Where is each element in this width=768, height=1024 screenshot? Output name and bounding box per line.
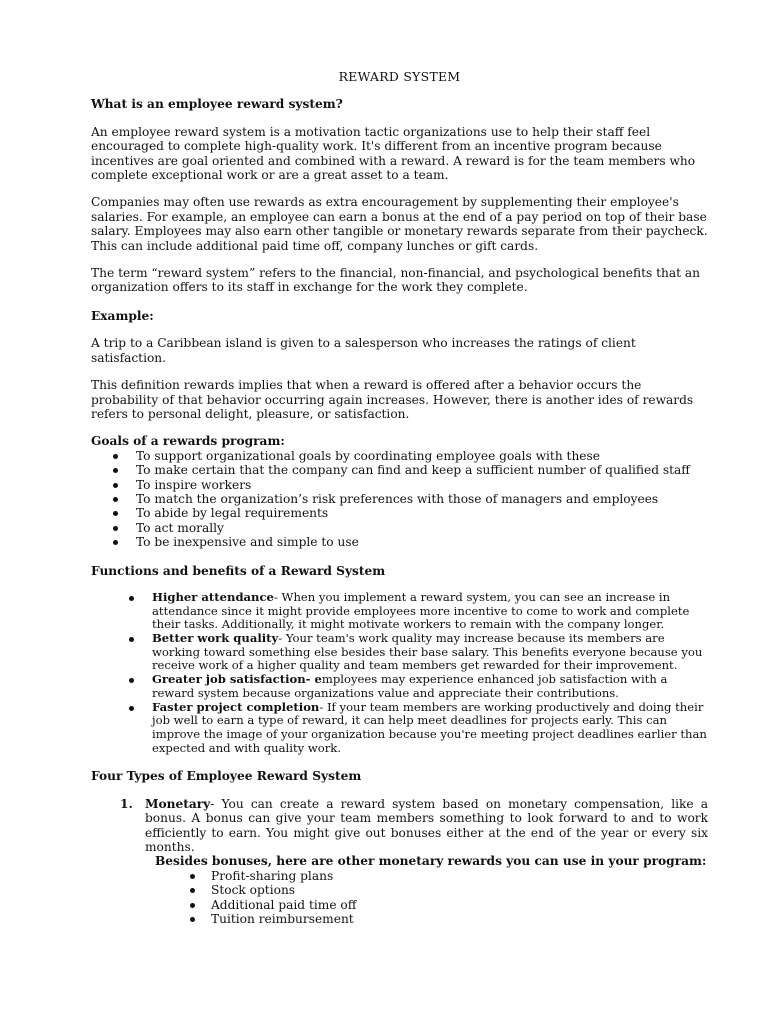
item-term: Monetary xyxy=(145,796,211,811)
item-term: Faster project completion xyxy=(152,699,320,714)
paragraph-definition: An employee reward system is a motivation tactic organizations use to help their staff feel encouraged to complete high-quality work. It's different from an incentive program because incentives are goal oriented and combined with a reward. A reward is for the team members who complete exceptional work or are a great asset to a team. xyxy=(91,124,696,183)
list-item xyxy=(91,673,708,700)
list-item: To make certain that the company can find and keep a sufficient number of qualified staff xyxy=(91,463,708,477)
item-text: - If your team members are working productively and doing their job well to earn a type of reward, it can help meet deadlines for projects early. This can improve the image of your organization because you're meeting project deadlines earlier than expected and with quality work. xyxy=(152,699,707,755)
section-heading-functions: Functions and benefits of a Reward System xyxy=(91,563,386,578)
list-item: To be inexpensive and simple to use xyxy=(91,535,708,549)
item-text: - Your team's work quality may increase because its members are working toward something else besides their base salary. This benefits everyone because you receive work of a higher quality and team members get rewarded for their improvement. xyxy=(152,631,703,673)
item-text: - When you implement a reward system, you can see an increase in attendance since it might provide employees more incentive to come to work and complete their tasks. Additionally, it might motivate workers to remain with the company longer. xyxy=(152,589,690,632)
list-item: To inspire workers xyxy=(91,478,708,492)
list-item: To support organizational goals by coordinating employee goals with these xyxy=(91,449,708,463)
item-term: Better work quality xyxy=(152,631,279,646)
paragraph-companies: Companies may often use rewards as extra encouragement by supplementing their employee's salaries. For example, an employee can earn a bonus at the end of a pay period on top of their base salary. Employees may also earn other tangible or monetary rewards separate from their paycheck. This can include additional paid time off, company lunches or gift cards. xyxy=(91,195,708,253)
list-item xyxy=(91,591,708,632)
item-number: 1. xyxy=(120,796,133,811)
paragraph-example: A trip to a Caribbean island is given to a salesperson who increases the ratings of client satisfaction. xyxy=(91,336,636,365)
item-text: mployees may experience enhanced job satisfaction with a reward system because organizations value and appreciate their contributions. xyxy=(152,672,668,700)
list-item: To abide by legal requirements xyxy=(91,506,708,520)
paragraph-definition-rewards: This definition rewards implies that when a reward is offered after a behavior occurs the probability of that behavior occurring again increases. However, there is another ides of rewards refers to personal delight, pleasure, or satisfaction. xyxy=(91,378,694,421)
list-item: Profit-sharing plans xyxy=(91,869,708,883)
monetary-rewards-list xyxy=(91,869,708,927)
item-term: Greater job satisfaction- e xyxy=(152,672,322,687)
list-item xyxy=(91,701,708,756)
item-term: Higher attendance xyxy=(152,589,274,604)
section-heading-example: Example: xyxy=(91,308,154,323)
numbered-item-monetary xyxy=(91,797,708,855)
monetary-subheading: Besides bonuses, here are other monetary rewards you can use in your program: xyxy=(155,854,707,869)
list-item: Stock options xyxy=(91,883,708,897)
list-item: Additional paid time off xyxy=(91,898,708,912)
list-item: To act morally xyxy=(91,521,708,535)
section-heading-types: Four Types of Employee Reward System xyxy=(91,769,362,784)
item-text: - You can create a reward system based on monetary compensation, like a bonus. A bonus can give your team members something to look forward to and to work efficiently to earn. You might give out bonuses either at the end of the year or every six months. xyxy=(145,796,708,855)
list-item xyxy=(91,632,708,673)
document-title: REWARD SYSTEM xyxy=(338,69,461,84)
section-heading-goals: Goals of a rewards program: xyxy=(91,434,285,449)
list-item: Tuition reimbursement xyxy=(91,912,708,926)
functions-list xyxy=(91,591,708,755)
goals-list xyxy=(91,449,708,550)
section-heading-what-is: What is an employee reward system? xyxy=(91,97,343,112)
paragraph-term: The term “reward system” refers to the financial, non-financial, and psychological benefits that an organization offers to its staff in exchange for the work they complete. xyxy=(91,266,701,295)
list-item: To match the organization’s risk preferences with those of managers and employees xyxy=(91,492,708,506)
